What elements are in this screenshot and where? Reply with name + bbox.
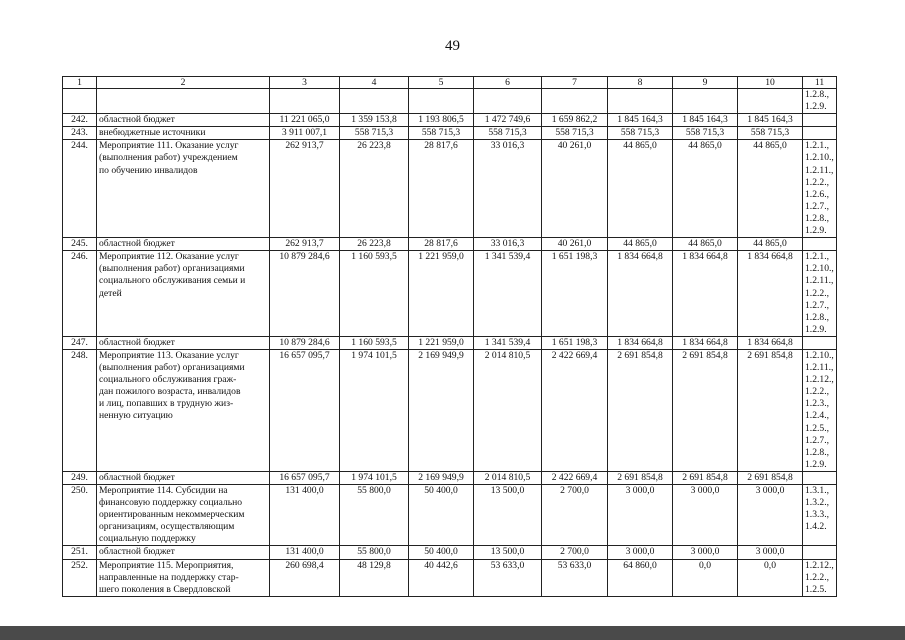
column-header: 10 (738, 77, 803, 89)
row-name (97, 140, 270, 238)
amount-cell: 53 633,0 (542, 559, 608, 596)
row-number: 249. (63, 471, 97, 484)
target-code: 1.2.3., (805, 398, 829, 410)
row-name-line: областной бюджет (99, 238, 175, 250)
column-header: 6 (474, 77, 542, 89)
amount-cell: 0,0 (673, 559, 738, 596)
scan-edge (0, 626, 905, 640)
target-code: 1.2.9. (805, 225, 827, 237)
amount-cell: 16 657 095,7 (270, 349, 340, 471)
amount-cell: 40 442,6 (409, 559, 474, 596)
row-name-line: ненную ситуацию (99, 410, 173, 422)
row-name-line: Мероприятие 115. Мероприятия, (99, 559, 234, 571)
amount-cell: 1 221 959,0 (409, 336, 474, 349)
amount-cell: 1 834 664,8 (738, 251, 803, 337)
row-name-line: областной бюджет (99, 336, 175, 348)
row-number (63, 89, 97, 114)
target-codes (803, 336, 837, 349)
column-header: 8 (608, 77, 673, 89)
row-number: 244. (63, 140, 97, 238)
amount-cell: 16 657 095,7 (270, 471, 340, 484)
amount-cell: 1 974 101,5 (340, 471, 409, 484)
row-name (97, 471, 270, 484)
amount-cell: 1 659 862,2 (542, 114, 608, 127)
row-name-line: внебюджетные источники (99, 127, 206, 139)
row-name-line: по обучению инвалидов (99, 164, 198, 176)
amount-cell: 11 221 065,0 (270, 114, 340, 127)
amount-cell: 558 715,3 (474, 127, 542, 140)
row-name-line: (выполнения работ) учреждением (99, 152, 238, 164)
column-header: 4 (340, 77, 409, 89)
amount-cell: 13 500,0 (474, 485, 542, 546)
amount-cell: 1 845 164,3 (738, 114, 803, 127)
target-codes (803, 546, 837, 559)
amount-cell: 44 865,0 (608, 140, 673, 238)
amount-cell: 3 000,0 (738, 546, 803, 559)
amount-cell: 0,0 (738, 559, 803, 596)
target-code: 1.2.2., (805, 287, 829, 299)
target-code: 1.3.3., (805, 509, 829, 521)
amount-cell: 1 974 101,5 (340, 349, 409, 471)
amount-cell: 1 160 593,5 (340, 251, 409, 337)
column-header: 3 (270, 77, 340, 89)
amount-cell: 26 223,8 (340, 140, 409, 238)
column-header: 1 (63, 77, 97, 89)
row-number: 246. (63, 251, 97, 337)
amount-cell: 1 160 593,5 (340, 336, 409, 349)
target-code: 1.2.11., (805, 362, 834, 374)
amount-cell: 2 691 854,8 (738, 471, 803, 484)
amount-cell: 53 633,0 (474, 559, 542, 596)
amount-cell: 40 261,0 (542, 238, 608, 251)
row-name-line: Мероприятие 112. Оказание услуг (99, 251, 239, 263)
row-name-line: социальную поддержку (99, 533, 196, 545)
target-code: 1.2.8., (805, 89, 829, 100)
amount-cell (608, 89, 673, 114)
target-codes (803, 559, 837, 596)
target-code: 1.2.2., (805, 176, 829, 188)
row-number: 252. (63, 559, 97, 596)
budget-table (62, 76, 837, 597)
row-number: 251. (63, 546, 97, 559)
row-name (97, 559, 270, 596)
row-name-line: финансовую поддержку социально (99, 497, 243, 509)
row-number: 245. (63, 238, 97, 251)
amount-cell: 3 000,0 (608, 485, 673, 546)
target-code: 1.2.1., (805, 251, 829, 263)
amount-cell: 1 845 164,3 (673, 114, 738, 127)
amount-cell (340, 89, 409, 114)
amount-cell: 558 715,3 (409, 127, 474, 140)
amount-cell: 262 913,7 (270, 140, 340, 238)
amount-cell (738, 89, 803, 114)
amount-cell: 1 221 959,0 (409, 251, 474, 337)
target-codes (803, 89, 837, 114)
table-row (63, 140, 837, 238)
amount-cell: 10 879 284,6 (270, 251, 340, 337)
row-name (97, 336, 270, 349)
amount-cell: 55 800,0 (340, 485, 409, 546)
amount-cell: 10 879 284,6 (270, 336, 340, 349)
amount-cell: 1 834 664,8 (738, 336, 803, 349)
amount-cell: 262 913,7 (270, 238, 340, 251)
amount-cell: 50 400,0 (409, 546, 474, 559)
amount-cell: 2 014 810,5 (474, 471, 542, 484)
row-name-line: Мероприятие 113. Оказание услуг (99, 349, 239, 361)
amount-cell: 1 193 806,5 (409, 114, 474, 127)
page-number: 49 (445, 38, 460, 54)
amount-cell (673, 89, 738, 114)
target-code: 1.2.6., (805, 188, 829, 200)
amount-cell: 2 169 949,9 (409, 349, 474, 471)
row-name-line: Мероприятие 114. Субсидии на (99, 485, 228, 496)
amount-cell: 28 817,6 (409, 140, 474, 238)
table-row (63, 238, 837, 251)
amount-cell: 2 422 669,4 (542, 349, 608, 471)
amount-cell: 1 341 539,4 (474, 251, 542, 337)
row-name-line: шего поколения в Свердловской (99, 583, 231, 595)
row-name-line: Мероприятие 111. Оказание услуг (99, 140, 239, 152)
amount-cell: 3 000,0 (673, 485, 738, 546)
amount-cell (409, 89, 474, 114)
row-number: 248. (63, 349, 97, 471)
target-code: 1.2.7., (805, 299, 829, 311)
target-code: 1.2.5. (805, 583, 827, 595)
amount-cell: 3 911 007,1 (270, 127, 340, 140)
row-name (97, 238, 270, 251)
amount-cell: 2 691 854,8 (738, 349, 803, 471)
target-codes (803, 471, 837, 484)
target-code: 1.2.11., (805, 164, 834, 176)
amount-cell: 558 715,3 (608, 127, 673, 140)
target-code: 1.4.2. (805, 521, 827, 533)
table-row (63, 89, 837, 114)
amount-cell: 1 651 198,3 (542, 251, 608, 337)
row-number: 243. (63, 127, 97, 140)
amount-cell: 40 261,0 (542, 140, 608, 238)
amount-cell: 44 865,0 (608, 238, 673, 251)
amount-cell (270, 89, 340, 114)
table-row (63, 114, 837, 127)
row-name-line: детей (99, 287, 122, 299)
amount-cell: 44 865,0 (673, 140, 738, 238)
target-codes (803, 114, 837, 127)
amount-cell (474, 89, 542, 114)
column-header: 11 (803, 77, 837, 89)
row-name-line: областной бюджет (99, 114, 175, 126)
target-codes (803, 140, 837, 238)
target-codes (803, 485, 837, 546)
amount-cell: 2 169 949,9 (409, 471, 474, 484)
row-name-line: направленные на поддержку стар- (99, 571, 239, 583)
target-code: 1.2.12., (805, 374, 834, 386)
target-codes (803, 127, 837, 140)
row-name-line: (выполнения работ) организациями (99, 362, 245, 374)
header-row (63, 77, 837, 89)
target-code: 1.2.4., (805, 410, 829, 422)
table-row (63, 559, 837, 596)
target-code: 1.2.5., (805, 422, 829, 434)
amount-cell: 1 651 198,3 (542, 336, 608, 349)
row-name (97, 114, 270, 127)
amount-cell: 28 817,6 (409, 238, 474, 251)
amount-cell: 1 834 664,8 (673, 336, 738, 349)
column-header: 7 (542, 77, 608, 89)
amount-cell: 44 865,0 (738, 140, 803, 238)
row-name-line: (выполнения работ) организациями (99, 263, 245, 275)
amount-cell: 1 359 153,8 (340, 114, 409, 127)
amount-cell: 64 860,0 (608, 559, 673, 596)
amount-cell: 33 016,3 (474, 238, 542, 251)
target-code: 1.2.10., (805, 349, 834, 361)
amount-cell: 2 014 810,5 (474, 349, 542, 471)
target-codes (803, 238, 837, 251)
row-number: 250. (63, 485, 97, 546)
target-code: 1.2.2., (805, 386, 829, 398)
amount-cell: 131 400,0 (270, 485, 340, 546)
amount-cell: 3 000,0 (608, 546, 673, 559)
amount-cell: 3 000,0 (673, 546, 738, 559)
amount-cell: 558 715,3 (542, 127, 608, 140)
target-code: 1.2.10., (805, 263, 834, 275)
amount-cell: 131 400,0 (270, 546, 340, 559)
amount-cell: 1 472 749,6 (474, 114, 542, 127)
amount-cell: 50 400,0 (409, 485, 474, 546)
amount-cell: 44 865,0 (738, 238, 803, 251)
amount-cell: 2 691 854,8 (608, 471, 673, 484)
table-body (63, 77, 837, 597)
table-row (63, 336, 837, 349)
amount-cell: 558 715,3 (738, 127, 803, 140)
row-name (97, 127, 270, 140)
amount-cell: 26 223,8 (340, 238, 409, 251)
target-code: 1.2.12., (805, 559, 834, 571)
row-name-line: социального обслуживания граж- (99, 374, 237, 386)
row-number: 242. (63, 114, 97, 127)
amount-cell: 44 865,0 (673, 238, 738, 251)
table-row (63, 471, 837, 484)
row-name (97, 485, 270, 546)
target-code: 1.2.7., (805, 434, 829, 446)
amount-cell (542, 89, 608, 114)
amount-cell: 558 715,3 (673, 127, 738, 140)
table-row (63, 251, 837, 337)
amount-cell: 3 000,0 (738, 485, 803, 546)
target-code: 1.2.1., (805, 140, 829, 152)
target-code: 1.2.7., (805, 200, 829, 212)
amount-cell: 55 800,0 (340, 546, 409, 559)
row-name-line: социального обслуживания семьи и (99, 275, 246, 287)
row-name-line: организациям, осуществляющим (99, 521, 235, 533)
amount-cell: 48 129,8 (340, 559, 409, 596)
row-name-line: дан пожилого возраста, инвалидов (99, 386, 241, 398)
column-header: 2 (97, 77, 270, 89)
column-header: 9 (673, 77, 738, 89)
amount-cell: 1 834 664,8 (673, 251, 738, 337)
row-name-line: и лиц, попавших в трудную жиз- (99, 398, 234, 410)
target-code: 1.2.8., (805, 311, 829, 323)
row-name (97, 251, 270, 337)
target-code: 1.2.8., (805, 212, 829, 224)
row-number: 247. (63, 336, 97, 349)
target-code: 1.2.8., (805, 446, 829, 458)
amount-cell: 2 422 669,4 (542, 471, 608, 484)
amount-cell: 1 834 664,8 (608, 251, 673, 337)
table-row (63, 546, 837, 559)
amount-cell: 2 691 854,8 (673, 349, 738, 471)
amount-cell: 2 691 854,8 (608, 349, 673, 471)
column-header: 5 (409, 77, 474, 89)
row-name-line: областной бюджет (99, 471, 175, 483)
row-name (97, 546, 270, 559)
table-row (63, 485, 837, 546)
amount-cell: 1 834 664,8 (608, 336, 673, 349)
target-code: 1.2.9. (805, 101, 827, 113)
row-name-line: ориентированным некоммерческим (99, 509, 245, 521)
amount-cell: 558 715,3 (340, 127, 409, 140)
amount-cell: 33 016,3 (474, 140, 542, 238)
amount-cell: 2 691 854,8 (673, 471, 738, 484)
amount-cell: 13 500,0 (474, 546, 542, 559)
amount-cell: 1 341 539,4 (474, 336, 542, 349)
target-code: 1.2.10., (805, 152, 834, 164)
table-row (63, 127, 837, 140)
amount-cell: 2 700,0 (542, 485, 608, 546)
target-codes (803, 349, 837, 471)
target-code: 1.3.1., (805, 485, 829, 496)
target-code: 1.2.11., (805, 275, 834, 287)
amount-cell: 2 700,0 (542, 546, 608, 559)
target-code: 1.2.9. (805, 458, 827, 470)
amount-cell: 260 698,4 (270, 559, 340, 596)
target-code: 1.2.9. (805, 323, 827, 335)
table-row (63, 349, 837, 471)
target-codes (803, 251, 837, 337)
target-code: 1.2.2., (805, 571, 829, 583)
row-name (97, 349, 270, 471)
row-name-line: областной бюджет (99, 546, 175, 558)
amount-cell: 1 845 164,3 (608, 114, 673, 127)
target-code: 1.3.2., (805, 497, 829, 509)
row-name (97, 89, 270, 114)
